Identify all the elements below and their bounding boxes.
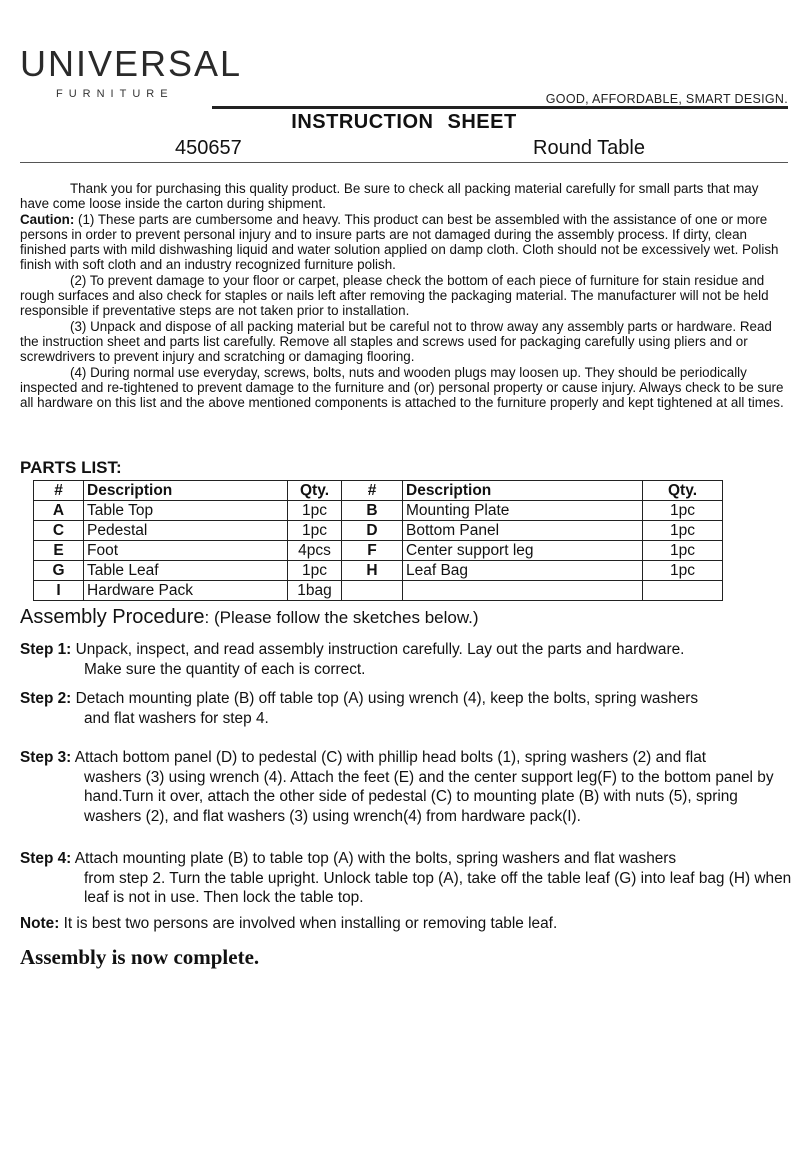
part-qty: 1pc [643,561,723,581]
part-id: D [342,521,403,541]
part-id: H [342,561,403,581]
parts-table [33,480,723,601]
caution-paragraph-3: (3) Unpack and dispose of all packing material but be careful not to throw away any assembly parts or hardware. Read the instruction sheet and parts list carefully. Remove all staples and screws used for packaging carefully using pliers and or screwdrivers to prevent injury and scratching or damaging flooring. [20,318,772,365]
step-label: Step 3: [20,749,72,766]
product-name: Round Table [533,137,645,159]
brand-logo: UNIVERSAL [20,43,243,84]
step-label: Step 1: [20,641,72,658]
step-label: Step 2: [20,690,72,707]
part-qty: 1pc [643,501,723,521]
note [20,915,557,933]
part-id: G [34,561,84,581]
part-desc: Foot [84,541,288,561]
part-desc: Center support leg [403,541,643,561]
caution-paragraph-1 [20,212,790,273]
header-rule [212,106,788,109]
part-qty: 1pc [288,521,342,541]
step-1 [20,640,792,679]
part-id: E [34,541,84,561]
part-desc: Table Leaf [84,561,288,581]
step-2 [20,689,792,728]
step-text-continued: washers (3) using wrench (4). Attach the feet (E) and the center support leg(F) to the bottom panel by hand.Turn it over, attach the other side of pedestal (C) to mounting plate (B) with nuts (5), spring washers (2), and flat washers (3) using wrench(4) from hardware pack(I). [84,768,774,825]
col-header-desc-2: Description [403,481,643,501]
product-number: 450657 [175,137,242,159]
caution-label: Caution: [20,211,75,227]
note-text: It is best two persons are involved when installing or removing table leaf. [59,915,558,932]
table-row [34,501,723,521]
part-id: B [342,501,403,521]
part-qty: 1pc [288,561,342,581]
assembly-heading [20,606,479,629]
caution-paragraph-2: (2) To prevent damage to your floor or carpet, please check the bottom of each piece of furniture for stain residue and rough surfaces and also check for staples or nails left after removing the packaging material. The manufacturer will not be held responsible if preventative steps are not taken prior to installation. [20,272,769,319]
assembly-complete: Assembly is now complete. [20,945,260,969]
part-qty: 4pcs [288,541,342,561]
part-id: I [34,581,84,601]
title-rule [20,162,788,163]
table-row [34,521,723,541]
col-header-qty-2: Qty. [643,481,723,501]
page-title: INSTRUCTION SHEET [291,111,517,133]
step-text: Attach mounting plate (B) to table top (A) with the bolts, spring washers and flat washers [71,850,677,867]
part-desc: Hardware Pack [84,581,288,601]
part-qty: 1pc [643,541,723,561]
parts-header-row [34,481,723,501]
table-row [34,541,723,561]
note-label: Note: [20,915,60,932]
part-id [342,581,403,601]
parts-list-heading: PARTS LIST: [20,458,122,477]
part-id: C [34,521,84,541]
brand-subtitle: FURNITURE [56,88,174,100]
part-desc [403,581,643,601]
col-header-desc: Description [84,481,288,501]
table-row [34,561,723,581]
assembly-subtitle: : (Please follow the sketches below.) [204,608,479,627]
part-desc: Leaf Bag [403,561,643,581]
step-label: Step 4: [20,850,72,867]
caution-text-1: (1) These parts are cumbersome and heavy. This product can best be assembled with the assistance of one or more persons in order to prevent personal injury and to insure parts are not damaged during the assembly process. If dirty, clean finished parts with mild dishwashing liquid and water solution applied on damp cloth. Cloth should not be excessively wet. Polish finish with soft cloth and an industry recognized furniture polish. [20,211,779,273]
step-text-continued: from step 2. Turn the table upright. Unlock table top (A), take off the table leaf (G) into leaf bag (H) when leaf is not in use. Then lock the table top. [84,869,792,907]
caution-paragraph-4: (4) During normal use everyday, screws, bolts, nuts and wooden plugs may loosen up. They should be periodically inspected and re-tightened to prevent damage to the furniture and (or) personal property or cause injury. Always check to be sure all hardware on this list and the above mentioned components is attached to the furniture properly and kept tightened at all times. [20,364,784,411]
part-desc: Table Top [84,501,288,521]
col-header-id: # [34,481,84,501]
assembly-title: Assembly Procedure [20,606,205,628]
step-4 [20,849,792,908]
part-desc: Pedestal [84,521,288,541]
step-text-continued: and flat washers for step 4. [84,709,269,727]
part-qty: 1pc [288,501,342,521]
part-id: A [34,501,84,521]
part-id: F [342,541,403,561]
part-desc: Mounting Plate [403,501,643,521]
step-text-continued: Make sure the quantity of each is correct. [84,660,366,678]
tagline: GOOD, AFFORDABLE, SMART DESIGN. [545,92,788,106]
col-header-qty: Qty. [288,481,342,501]
step-3 [20,748,792,826]
part-qty: 1bag [288,581,342,601]
part-desc: Bottom Panel [403,521,643,541]
step-text: Attach bottom panel (D) to pedestal (C) with phillip head bolts (1), spring washers (2) and flat [71,749,707,766]
step-text: Detach mounting plate (B) off table top (A) using wrench (4), keep the bolts, spring washers [71,690,699,707]
part-qty [643,581,723,601]
col-header-id-2: # [342,481,403,501]
part-qty: 1pc [643,521,723,541]
thanks-paragraph: Thank you for purchasing this quality product. Be sure to check all packing material carefully for small parts that may have come loose inside the carton during shipment. [20,181,759,212]
intro-text [20,181,790,410]
step-text: Unpack, inspect, and read assembly instruction carefully. Lay out the parts and hardware. [71,641,685,658]
table-row [34,581,723,601]
